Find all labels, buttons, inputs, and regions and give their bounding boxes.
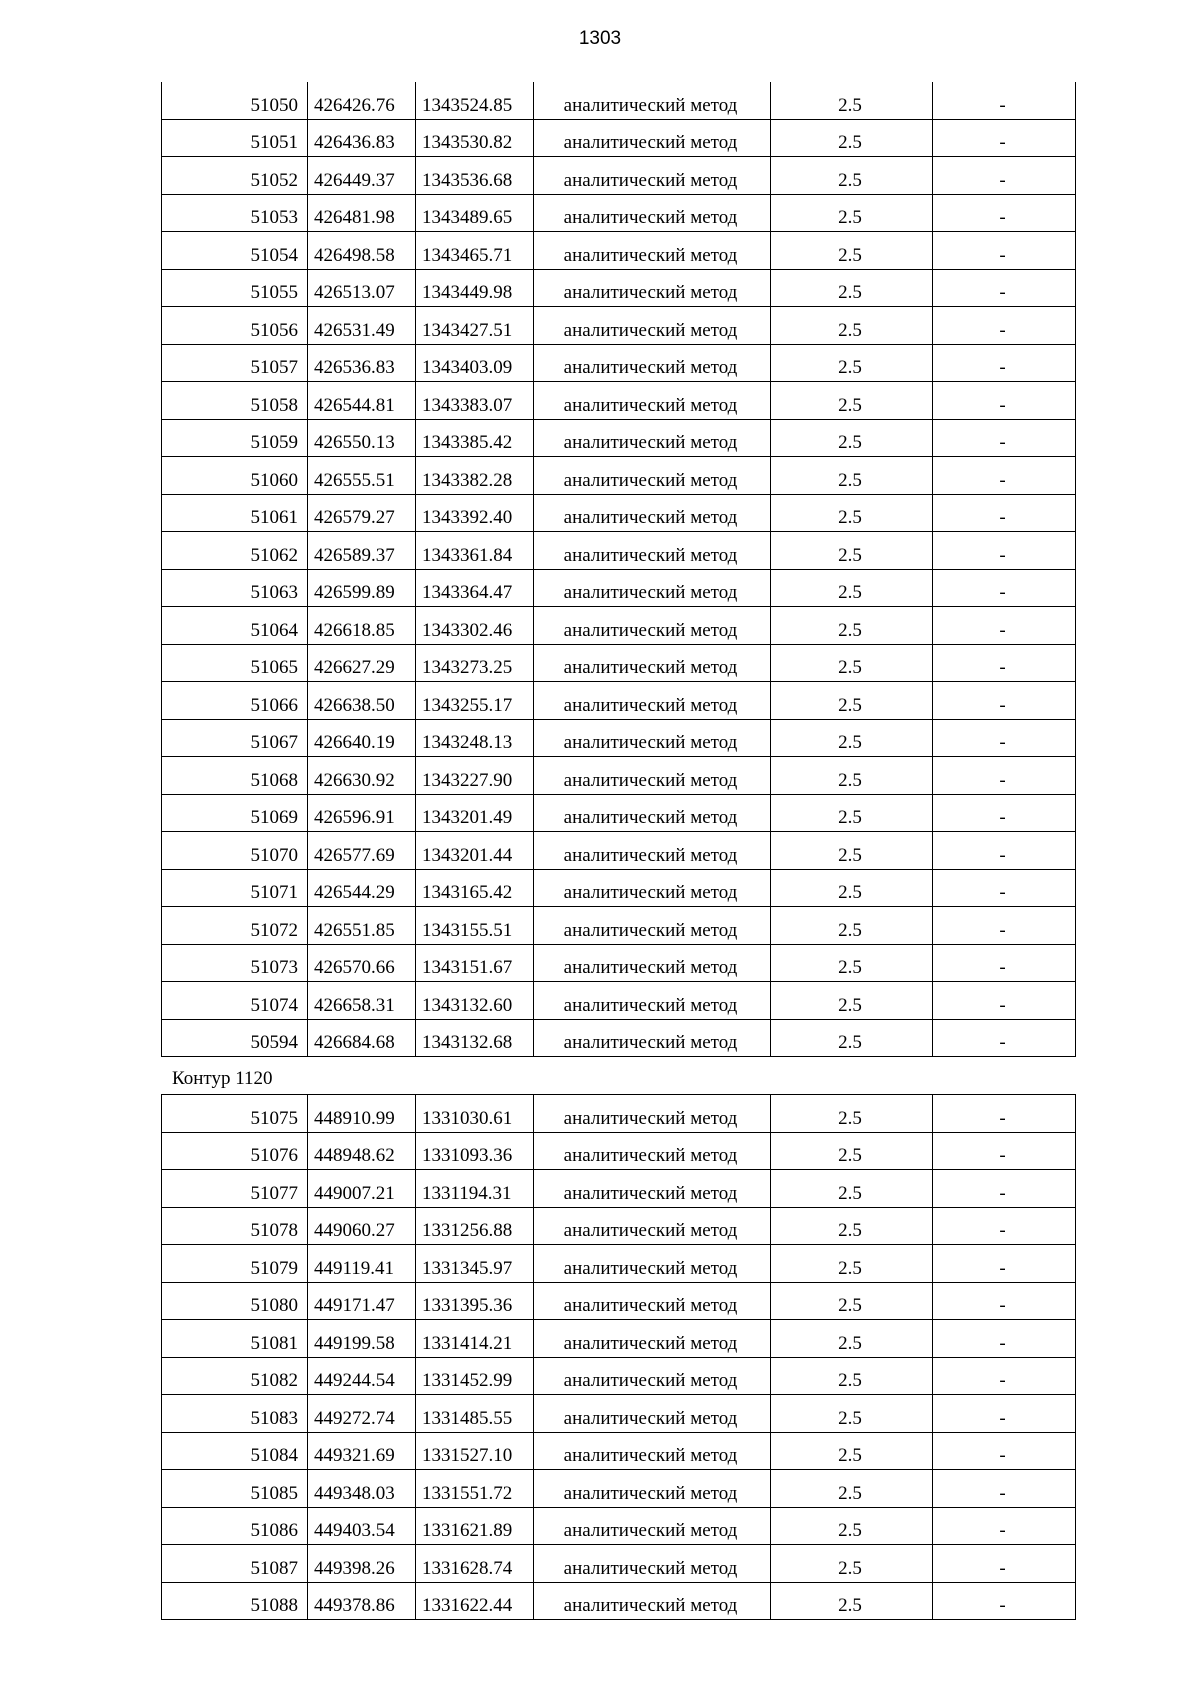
description-cell: -	[933, 1357, 1076, 1395]
table-row	[162, 1132, 1076, 1170]
contour-label: Контур 1120	[172, 1068, 273, 1089]
y-coordinate-cell: 1343530.82	[416, 119, 534, 157]
accuracy-cell: 2.5	[771, 494, 933, 532]
accuracy-cell: 2.5	[771, 907, 933, 945]
point-number-cell: 51066	[162, 682, 308, 720]
y-coordinate-cell: 1343383.07	[416, 382, 534, 420]
point-number-cell: 51054	[162, 232, 308, 270]
accuracy-cell: 2.5	[771, 119, 933, 157]
x-coordinate-cell: 426570.66	[308, 944, 416, 982]
accuracy-cell: 2.5	[771, 982, 933, 1020]
description-cell: -	[933, 269, 1076, 307]
x-coordinate-cell: 449378.86	[308, 1582, 416, 1620]
x-coordinate-cell: 426684.68	[308, 1019, 416, 1057]
coordinates-table-lower	[161, 1094, 1076, 1620]
method-cell: аналитический метод	[534, 1320, 771, 1358]
accuracy-cell: 2.5	[771, 1170, 933, 1208]
method-cell: аналитический метод	[534, 1507, 771, 1545]
description-cell: -	[933, 419, 1076, 457]
table-row	[162, 307, 1076, 345]
x-coordinate-cell: 426618.85	[308, 607, 416, 645]
x-coordinate-cell: 426426.76	[308, 82, 416, 119]
table-row	[162, 832, 1076, 870]
method-cell: аналитический метод	[534, 269, 771, 307]
y-coordinate-cell: 1343364.47	[416, 569, 534, 607]
method-cell: аналитический метод	[534, 644, 771, 682]
accuracy-cell: 2.5	[771, 1395, 933, 1433]
accuracy-cell: 2.5	[771, 1207, 933, 1245]
method-cell: аналитический метод	[534, 532, 771, 570]
method-cell: аналитический метод	[534, 757, 771, 795]
description-cell: -	[933, 1395, 1076, 1433]
y-coordinate-cell: 1343489.65	[416, 194, 534, 232]
y-coordinate-cell: 1331395.36	[416, 1282, 534, 1320]
y-coordinate-cell: 1331485.55	[416, 1395, 534, 1433]
table-row	[162, 1395, 1076, 1433]
table-row	[162, 982, 1076, 1020]
y-coordinate-cell: 1343201.44	[416, 832, 534, 870]
method-cell: аналитический метод	[534, 682, 771, 720]
y-coordinate-cell: 1343201.49	[416, 794, 534, 832]
x-coordinate-cell: 449060.27	[308, 1207, 416, 1245]
description-cell: -	[933, 1582, 1076, 1620]
description-cell: -	[933, 457, 1076, 495]
description-cell: -	[933, 907, 1076, 945]
point-number-cell: 51059	[162, 419, 308, 457]
accuracy-cell: 2.5	[771, 719, 933, 757]
x-coordinate-cell: 426589.37	[308, 532, 416, 570]
x-coordinate-cell: 449119.41	[308, 1245, 416, 1283]
method-cell: аналитический метод	[534, 1395, 771, 1433]
point-number-cell: 51064	[162, 607, 308, 645]
table-row	[162, 344, 1076, 382]
point-number-cell: 51063	[162, 569, 308, 607]
table-row	[162, 719, 1076, 757]
description-cell: -	[933, 1545, 1076, 1583]
y-coordinate-cell: 1343382.28	[416, 457, 534, 495]
description-cell: -	[933, 607, 1076, 645]
table-row	[162, 1019, 1076, 1057]
description-cell: -	[933, 232, 1076, 270]
table-row	[162, 494, 1076, 532]
table-row	[162, 757, 1076, 795]
x-coordinate-cell: 426579.27	[308, 494, 416, 532]
description-cell: -	[933, 1095, 1076, 1133]
point-number-cell: 51086	[162, 1507, 308, 1545]
description-cell: -	[933, 682, 1076, 720]
method-cell: аналитический метод	[534, 869, 771, 907]
accuracy-cell: 2.5	[771, 194, 933, 232]
table-row	[162, 1245, 1076, 1283]
x-coordinate-cell: 426555.51	[308, 457, 416, 495]
description-cell: -	[933, 82, 1076, 119]
y-coordinate-cell: 1343248.13	[416, 719, 534, 757]
y-coordinate-cell: 1331551.72	[416, 1470, 534, 1508]
x-coordinate-cell: 426536.83	[308, 344, 416, 382]
table-row	[162, 1582, 1076, 1620]
accuracy-cell: 2.5	[771, 832, 933, 870]
method-cell: аналитический метод	[534, 1470, 771, 1508]
method-cell: аналитический метод	[534, 982, 771, 1020]
y-coordinate-cell: 1343392.40	[416, 494, 534, 532]
method-cell: аналитический метод	[534, 119, 771, 157]
x-coordinate-cell: 426577.69	[308, 832, 416, 870]
y-coordinate-cell: 1343151.67	[416, 944, 534, 982]
point-number-cell: 51084	[162, 1432, 308, 1470]
description-cell: -	[933, 794, 1076, 832]
point-number-cell: 51070	[162, 832, 308, 870]
method-cell: аналитический метод	[534, 944, 771, 982]
x-coordinate-cell: 449199.58	[308, 1320, 416, 1358]
y-coordinate-cell: 1331622.44	[416, 1582, 534, 1620]
point-number-cell: 51078	[162, 1207, 308, 1245]
description-cell: -	[933, 1132, 1076, 1170]
accuracy-cell: 2.5	[771, 1095, 933, 1133]
description-cell: -	[933, 382, 1076, 420]
table-row	[162, 569, 1076, 607]
point-number-cell: 51087	[162, 1545, 308, 1583]
point-number-cell: 51060	[162, 457, 308, 495]
x-coordinate-cell: 426449.37	[308, 157, 416, 195]
point-number-cell: 51080	[162, 1282, 308, 1320]
point-number-cell: 51068	[162, 757, 308, 795]
table-row	[162, 644, 1076, 682]
method-cell: аналитический метод	[534, 419, 771, 457]
point-number-cell: 51056	[162, 307, 308, 345]
accuracy-cell: 2.5	[771, 1582, 933, 1620]
description-cell: -	[933, 1245, 1076, 1283]
description-cell: -	[933, 757, 1076, 795]
method-cell: аналитический метод	[534, 232, 771, 270]
y-coordinate-cell: 1343465.71	[416, 232, 534, 270]
accuracy-cell: 2.5	[771, 1470, 933, 1508]
x-coordinate-cell: 449398.26	[308, 1545, 416, 1583]
y-coordinate-cell: 1343361.84	[416, 532, 534, 570]
x-coordinate-cell: 426531.49	[308, 307, 416, 345]
accuracy-cell: 2.5	[771, 382, 933, 420]
table-row	[162, 269, 1076, 307]
x-coordinate-cell: 426630.92	[308, 757, 416, 795]
table-row	[162, 457, 1076, 495]
y-coordinate-cell: 1343449.98	[416, 269, 534, 307]
description-cell: -	[933, 1207, 1076, 1245]
y-coordinate-cell: 1343132.68	[416, 1019, 534, 1057]
x-coordinate-cell: 426596.91	[308, 794, 416, 832]
coordinates-table-upper	[161, 82, 1076, 1057]
x-coordinate-cell: 448948.62	[308, 1132, 416, 1170]
point-number-cell: 51088	[162, 1582, 308, 1620]
point-number-cell: 51065	[162, 644, 308, 682]
description-cell: -	[933, 869, 1076, 907]
y-coordinate-cell: 1343227.90	[416, 757, 534, 795]
accuracy-cell: 2.5	[771, 1357, 933, 1395]
description-cell: -	[933, 1320, 1076, 1358]
accuracy-cell: 2.5	[771, 232, 933, 270]
accuracy-cell: 2.5	[771, 1245, 933, 1283]
description-cell: -	[933, 1507, 1076, 1545]
coordinates-table-upper-body	[162, 82, 1076, 1057]
method-cell: аналитический метод	[534, 494, 771, 532]
point-number-cell: 51081	[162, 1320, 308, 1358]
accuracy-cell: 2.5	[771, 682, 933, 720]
table-row	[162, 1432, 1076, 1470]
x-coordinate-cell: 426498.58	[308, 232, 416, 270]
accuracy-cell: 2.5	[771, 82, 933, 119]
description-cell: -	[933, 1282, 1076, 1320]
x-coordinate-cell: 426544.81	[308, 382, 416, 420]
accuracy-cell: 2.5	[771, 1545, 933, 1583]
x-coordinate-cell: 426627.29	[308, 644, 416, 682]
description-cell: -	[933, 119, 1076, 157]
description-cell: -	[933, 944, 1076, 982]
accuracy-cell: 2.5	[771, 457, 933, 495]
description-cell: -	[933, 719, 1076, 757]
x-coordinate-cell: 426544.29	[308, 869, 416, 907]
accuracy-cell: 2.5	[771, 869, 933, 907]
table-row	[162, 869, 1076, 907]
y-coordinate-cell: 1343536.68	[416, 157, 534, 195]
point-number-cell: 51073	[162, 944, 308, 982]
accuracy-cell: 2.5	[771, 307, 933, 345]
point-number-cell: 51072	[162, 907, 308, 945]
description-cell: -	[933, 1170, 1076, 1208]
point-number-cell: 50594	[162, 1019, 308, 1057]
point-number-cell: 51057	[162, 344, 308, 382]
accuracy-cell: 2.5	[771, 1282, 933, 1320]
accuracy-cell: 2.5	[771, 419, 933, 457]
description-cell: -	[933, 194, 1076, 232]
point-number-cell: 51051	[162, 119, 308, 157]
x-coordinate-cell: 449321.69	[308, 1432, 416, 1470]
table-row	[162, 1207, 1076, 1245]
y-coordinate-cell: 1343155.51	[416, 907, 534, 945]
table-row	[162, 194, 1076, 232]
point-number-cell: 51052	[162, 157, 308, 195]
table-row	[162, 1282, 1076, 1320]
point-number-cell: 51062	[162, 532, 308, 570]
description-cell: -	[933, 157, 1076, 195]
y-coordinate-cell: 1343302.46	[416, 607, 534, 645]
method-cell: аналитический метод	[534, 1582, 771, 1620]
x-coordinate-cell: 426481.98	[308, 194, 416, 232]
point-number-cell: 51076	[162, 1132, 308, 1170]
table-row	[162, 1320, 1076, 1358]
y-coordinate-cell: 1331194.31	[416, 1170, 534, 1208]
accuracy-cell: 2.5	[771, 644, 933, 682]
point-number-cell: 51055	[162, 269, 308, 307]
x-coordinate-cell: 449244.54	[308, 1357, 416, 1395]
x-coordinate-cell: 449007.21	[308, 1170, 416, 1208]
method-cell: аналитический метод	[534, 607, 771, 645]
accuracy-cell: 2.5	[771, 794, 933, 832]
y-coordinate-cell: 1331628.74	[416, 1545, 534, 1583]
point-number-cell: 51085	[162, 1470, 308, 1508]
point-number-cell: 51079	[162, 1245, 308, 1283]
table-row	[162, 419, 1076, 457]
point-number-cell: 51058	[162, 382, 308, 420]
table-row	[162, 607, 1076, 645]
x-coordinate-cell: 426550.13	[308, 419, 416, 457]
description-cell: -	[933, 532, 1076, 570]
accuracy-cell: 2.5	[771, 269, 933, 307]
table-row	[162, 1470, 1076, 1508]
accuracy-cell: 2.5	[771, 944, 933, 982]
x-coordinate-cell: 426638.50	[308, 682, 416, 720]
description-cell: -	[933, 344, 1076, 382]
point-number-cell: 51083	[162, 1395, 308, 1433]
table-row	[162, 157, 1076, 195]
point-number-cell: 51067	[162, 719, 308, 757]
x-coordinate-cell: 449272.74	[308, 1395, 416, 1433]
x-coordinate-cell: 426599.89	[308, 569, 416, 607]
point-number-cell: 51074	[162, 982, 308, 1020]
accuracy-cell: 2.5	[771, 757, 933, 795]
description-cell: -	[933, 569, 1076, 607]
method-cell: аналитический метод	[534, 1095, 771, 1133]
method-cell: аналитический метод	[534, 82, 771, 119]
table-row	[162, 532, 1076, 570]
y-coordinate-cell: 1331256.88	[416, 1207, 534, 1245]
point-number-cell: 51053	[162, 194, 308, 232]
x-coordinate-cell: 449403.54	[308, 1507, 416, 1545]
description-cell: -	[933, 1432, 1076, 1470]
point-number-cell: 51082	[162, 1357, 308, 1395]
y-coordinate-cell: 1331527.10	[416, 1432, 534, 1470]
method-cell: аналитический метод	[534, 344, 771, 382]
accuracy-cell: 2.5	[771, 157, 933, 195]
method-cell: аналитический метод	[534, 1207, 771, 1245]
accuracy-cell: 2.5	[771, 344, 933, 382]
method-cell: аналитический метод	[534, 1432, 771, 1470]
accuracy-cell: 2.5	[771, 1132, 933, 1170]
table-row	[162, 382, 1076, 420]
accuracy-cell: 2.5	[771, 1320, 933, 1358]
method-cell: аналитический метод	[534, 1282, 771, 1320]
y-coordinate-cell: 1331621.89	[416, 1507, 534, 1545]
table-row	[162, 944, 1076, 982]
x-coordinate-cell: 449171.47	[308, 1282, 416, 1320]
description-cell: -	[933, 307, 1076, 345]
coordinates-table-lower-body	[162, 1095, 1076, 1620]
accuracy-cell: 2.5	[771, 1432, 933, 1470]
table-row	[162, 1507, 1076, 1545]
x-coordinate-cell: 426640.19	[308, 719, 416, 757]
method-cell: аналитический метод	[534, 907, 771, 945]
method-cell: аналитический метод	[534, 1357, 771, 1395]
method-cell: аналитический метод	[534, 1545, 771, 1583]
accuracy-cell: 2.5	[771, 532, 933, 570]
point-number-cell: 51061	[162, 494, 308, 532]
point-number-cell: 51075	[162, 1095, 308, 1133]
method-cell: аналитический метод	[534, 157, 771, 195]
page-number: 1303	[578, 28, 622, 49]
method-cell: аналитический метод	[534, 307, 771, 345]
point-number-cell: 51050	[162, 82, 308, 119]
method-cell: аналитический метод	[534, 794, 771, 832]
table-row	[162, 232, 1076, 270]
y-coordinate-cell: 1343524.85	[416, 82, 534, 119]
y-coordinate-cell: 1331030.61	[416, 1095, 534, 1133]
x-coordinate-cell: 426658.31	[308, 982, 416, 1020]
table-row	[162, 794, 1076, 832]
method-cell: аналитический метод	[534, 382, 771, 420]
method-cell: аналитический метод	[534, 194, 771, 232]
x-coordinate-cell: 448910.99	[308, 1095, 416, 1133]
y-coordinate-cell: 1331452.99	[416, 1357, 534, 1395]
y-coordinate-cell: 1331345.97	[416, 1245, 534, 1283]
method-cell: аналитический метод	[534, 832, 771, 870]
description-cell: -	[933, 1019, 1076, 1057]
x-coordinate-cell: 426551.85	[308, 907, 416, 945]
method-cell: аналитический метод	[534, 569, 771, 607]
table-row	[162, 82, 1076, 119]
y-coordinate-cell: 1343427.51	[416, 307, 534, 345]
point-number-cell: 51069	[162, 794, 308, 832]
table-row	[162, 1170, 1076, 1208]
accuracy-cell: 2.5	[771, 607, 933, 645]
method-cell: аналитический метод	[534, 1245, 771, 1283]
method-cell: аналитический метод	[534, 1019, 771, 1057]
accuracy-cell: 2.5	[771, 1019, 933, 1057]
y-coordinate-cell: 1343273.25	[416, 644, 534, 682]
x-coordinate-cell: 449348.03	[308, 1470, 416, 1508]
method-cell: аналитический метод	[534, 719, 771, 757]
accuracy-cell: 2.5	[771, 1507, 933, 1545]
y-coordinate-cell: 1343132.60	[416, 982, 534, 1020]
method-cell: аналитический метод	[534, 1132, 771, 1170]
y-coordinate-cell: 1331414.21	[416, 1320, 534, 1358]
table-row	[162, 907, 1076, 945]
y-coordinate-cell: 1343165.42	[416, 869, 534, 907]
description-cell: -	[933, 644, 1076, 682]
table-row	[162, 119, 1076, 157]
table-row	[162, 1095, 1076, 1133]
point-number-cell: 51077	[162, 1170, 308, 1208]
description-cell: -	[933, 832, 1076, 870]
x-coordinate-cell: 426436.83	[308, 119, 416, 157]
y-coordinate-cell: 1343255.17	[416, 682, 534, 720]
description-cell: -	[933, 982, 1076, 1020]
table-row	[162, 1545, 1076, 1583]
y-coordinate-cell: 1343385.42	[416, 419, 534, 457]
y-coordinate-cell: 1343403.09	[416, 344, 534, 382]
table-row	[162, 682, 1076, 720]
table-row	[162, 1357, 1076, 1395]
point-number-cell: 51071	[162, 869, 308, 907]
description-cell: -	[933, 494, 1076, 532]
description-cell: -	[933, 1470, 1076, 1508]
method-cell: аналитический метод	[534, 457, 771, 495]
method-cell: аналитический метод	[534, 1170, 771, 1208]
x-coordinate-cell: 426513.07	[308, 269, 416, 307]
accuracy-cell: 2.5	[771, 569, 933, 607]
y-coordinate-cell: 1331093.36	[416, 1132, 534, 1170]
